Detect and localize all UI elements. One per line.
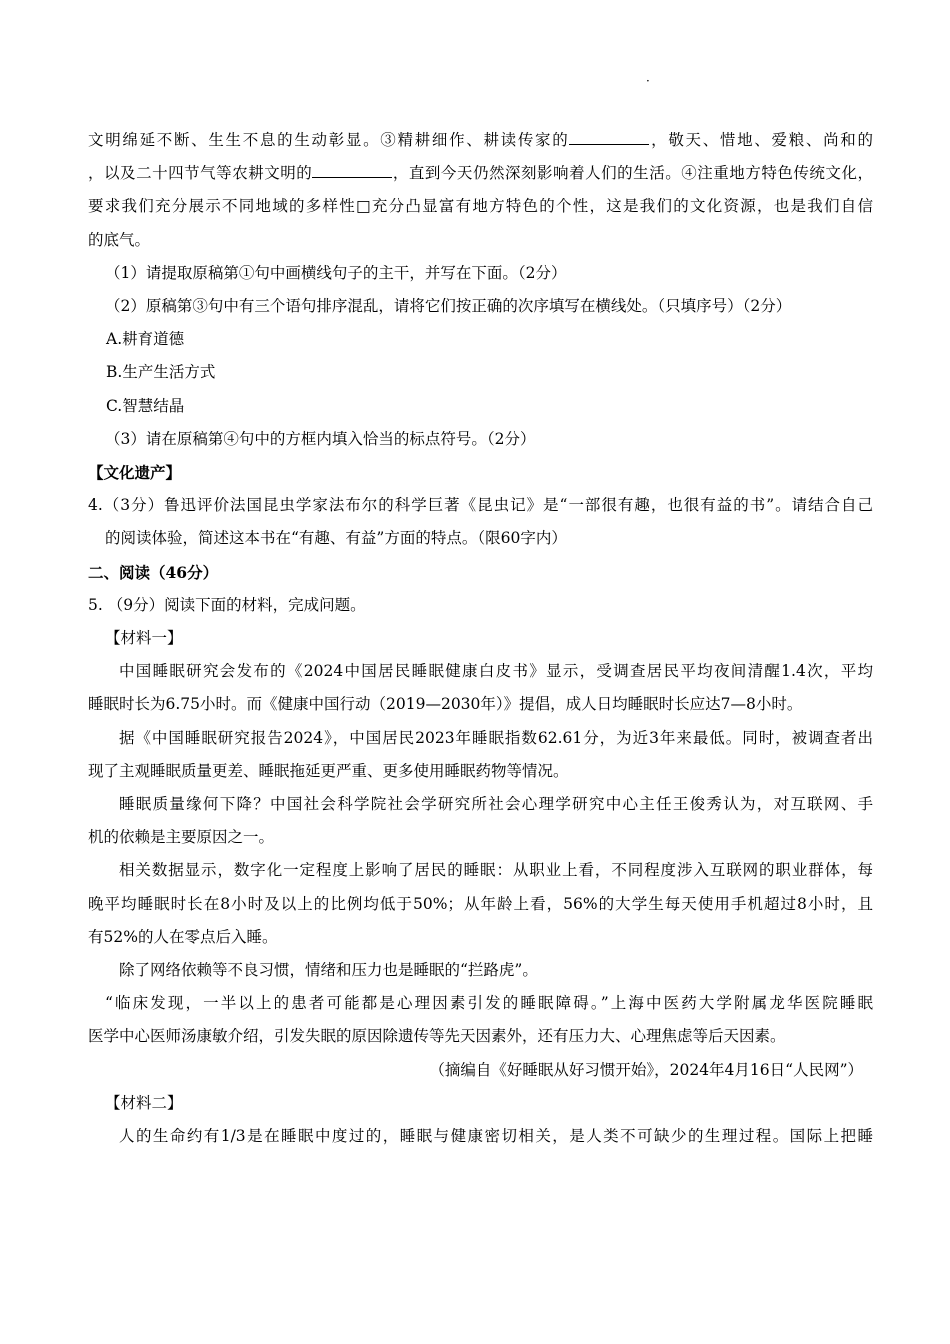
question-5: 5. （9分）阅读下面的材料，完成问题。: [88, 595, 366, 614]
question-3-sub2: （2）原稿第③句中有三个语句排序混乱，请将它们按正确的次序填写在横线处。（只填序号）（2分）: [105, 297, 792, 316]
material-1-line: 中国睡眠研究会发布的《2024中国居民睡眠健康白皮书》显示，受调查居民平均夜间清醒1.4次，平均: [119, 662, 873, 681]
passage-text: ，以及二十四节气等农耕文明的: [88, 164, 313, 183]
header-mark: ·: [646, 74, 650, 88]
material-1-line: 睡眠质量缘何下降？中国社会科学院社会学研究所社会心理学研究中心主任王俊秀认为，对互联网、手: [119, 795, 873, 814]
option-b: B.生产生活方式: [106, 363, 216, 382]
material-1-line: 晚平均睡眠时长在8小时及以上的比例均低于50%；从年龄上看，56%的大学生每天使用手机超过8小时，且: [88, 894, 873, 913]
passage-text: 文明绵延不断、生生不息的生动彰显。③精耕细作、耕读传家的: [88, 131, 570, 149]
material-1-line: 据《中国睡眠研究报告2024》，中国居民2023年睡眠指数62.61分，为近3年来最低。同时，被调查者出: [119, 728, 873, 747]
material-1-line: 睡眠时长为6.75小时。而《健康中国行动（2019—2030年）》提倡，成人日均睡眠时长应达7—8小时。: [88, 695, 803, 714]
material-2-line: 人的生命约有1/3是在睡眠中度过的，睡眠与健康密切相关，是人类不可缺少的生理过程。国际上把睡: [119, 1127, 873, 1146]
material-1-line: 机的依赖是主要原因之一。: [88, 828, 275, 847]
answer-blank[interactable]: [312, 163, 392, 178]
material-1-line: 医学中心医师汤康敏介绍，引发失眠的原因除遗传等先天因素外，还有压力大、心理焦虑等后天因素。: [88, 1027, 786, 1046]
passage-text: ，敬天、惜地、爱粮、尚和的: [649, 131, 873, 149]
option-c: C.智慧结晶: [106, 396, 185, 415]
question-4-cont: 的阅读体验，简述这本书在“有趣、有益”方面的特点。（限60字内）: [105, 529, 567, 548]
question-3-sub3: （3）请在原稿第④句中的方框内填入恰当的标点符号。（2分）: [105, 429, 536, 448]
exam-page: [88, 124, 873, 1153]
material-1-line: 有52%的人在零点后入睡。: [88, 927, 278, 946]
material-1-line: “临床发现，一半以上的患者可能都是心理因素引发的睡眠障碍。”上海中医药大学附属龙华医院睡眠: [105, 994, 873, 1013]
answer-blank[interactable]: [569, 130, 649, 145]
passage-line: [88, 124, 873, 157]
material-1-line: 除了网络依赖等不良习惯，情绪和压力也是睡眠的“拦路虎”。: [119, 961, 538, 980]
passage-line: 的底气。: [88, 230, 151, 249]
material-1-line: 相关数据显示，数字化一定程度上影响了居民的睡眠：从职业上看，不同程度涉入互联网的职业群体，每: [119, 861, 873, 880]
question-3-sub1: （1）请提取原稿第①句中画横线句子的主干，并写在下面。（2分）: [105, 263, 567, 282]
passage-line: [88, 157, 873, 190]
material-2-title: 【材料二】: [105, 1093, 183, 1112]
section-heading-heritage: 【文化遗产】: [88, 463, 182, 483]
question-4: 4.（3分）鲁迅评价法国昆虫学家法布尔的科学巨著《昆虫记》是“一部很有趣，也很有益的书”。请结合自己: [88, 496, 873, 515]
material-1-line: 现了主观睡眠质量更差、睡眠拖延更严重、更多使用睡眠药物等情况。: [88, 761, 569, 780]
passage-line: 要求我们充分展示不同地域的多样性□充分凸显富有地方特色的个性，这是我们的文化资源，也是我们自信: [88, 197, 873, 216]
option-a: A.耕育道德: [106, 330, 185, 349]
material-1-source: （摘编自《好睡眠从好习惯开始》，2024年4月16日“人民网”）: [429, 1060, 863, 1079]
material-1-title: 【材料一】: [105, 629, 183, 648]
passage-text: ，直到今天仍然深刻影响着人们的生活。④注重地方特色传统文化，: [392, 164, 873, 183]
section-heading-reading: 二、阅读（46分）: [88, 562, 219, 582]
